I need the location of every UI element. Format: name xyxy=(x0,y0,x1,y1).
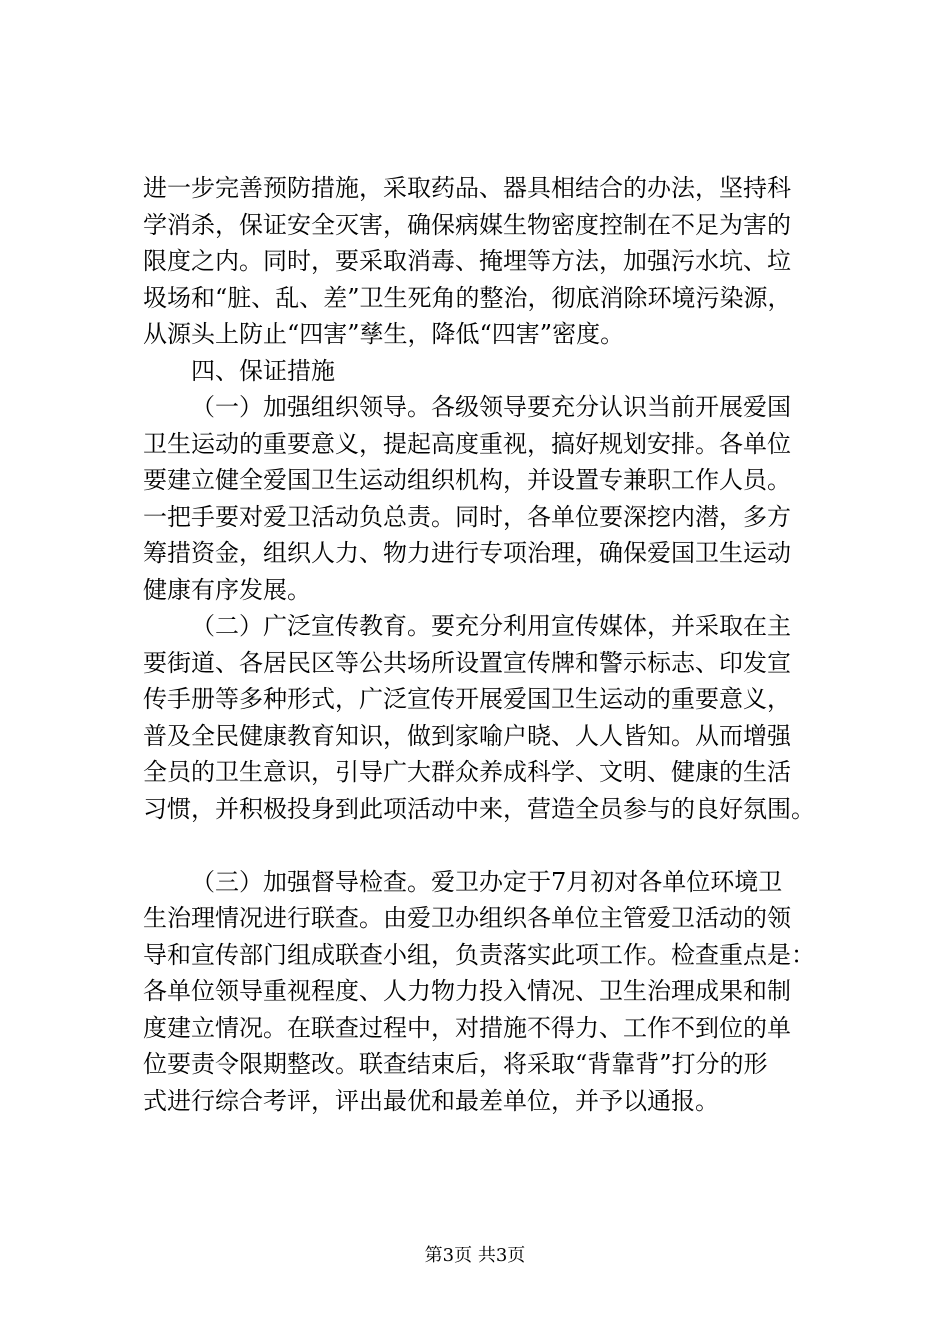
paragraph-line: 习惯，并积极投身到此项活动中来，营造全员参与的良好氛围。 xyxy=(143,794,815,823)
paragraph-line: 要建立健全爱国卫生运动组织机构，并设置专兼职工作人员。 xyxy=(143,466,791,494)
paragraph-line: 进一步完善预防措施，采取药品、器具相结合的办法，坚持科 xyxy=(143,174,791,202)
paragraph-line: 位要责令限期整改。联查结束后，将采取“背靠背”打分的形 xyxy=(143,1050,768,1078)
paragraph-line: 健康有序发展。 xyxy=(143,575,311,604)
page-number-label: 第3页 共3页 xyxy=(424,1245,526,1266)
paragraph-line: 生治理情况进行联查。由爱卫办组织各单位主管爱卫活动的领 xyxy=(143,904,791,932)
paragraph-line: 传手册等多种形式，广泛宣传开展爱国卫生运动的重要意义， xyxy=(143,685,791,713)
paragraph-line: 限度之内。同时，要采取消毒、掩埋等方法，加强污水坑、垃 xyxy=(143,247,791,275)
paragraph-line: 从源头上防止“四害”孳生，降低“四害”密度。 xyxy=(143,320,625,348)
paragraph-line: 导和宣传部门组成联查小组，负责落实此项工作。检查重点是： xyxy=(143,940,815,969)
section-heading: 四、保证措施 xyxy=(191,356,335,385)
paragraph-line: 学消杀，保证安全灭害，确保病媒生物密度控制在不足为害的 xyxy=(143,210,791,239)
paragraph-line: 各单位领导重视程度、人力物力投入情况、卫生治理成果和制 xyxy=(143,977,791,1005)
paragraph-line: 圾场和“脏、乱、差”卫生死角的整治，彻底消除环境污染源， xyxy=(143,283,792,312)
paragraph-line: 全员的卫生意识，引导广大群众养成科学、文明、健康的生活 xyxy=(143,758,791,786)
paragraph-line: 普及全民健康教育知识，做到家喻户晓、人人皆知。从而增强 xyxy=(143,721,791,750)
paragraph-line: 要街道、各居民区等公共场所设置宣传牌和警示标志、印发宣 xyxy=(143,648,791,677)
paragraph-line: （二）广泛宣传教育。要充分利用宣传媒体，并采取在主 xyxy=(191,612,791,640)
page-footer xyxy=(0,1244,950,1268)
document-body xyxy=(143,170,823,1119)
paragraph-line: 卫生运动的重要意义，提起高度重视，搞好规划安排。各单位 xyxy=(143,429,791,458)
paragraph-line: 式进行综合考评，评出最优和最差单位，并予以通报。 xyxy=(143,1086,719,1115)
paragraph-line: 度建立情况。在联查过程中，对措施不得力、工作不到位的单 xyxy=(143,1013,791,1042)
paragraph-line: 一把手要对爱卫活动负总责。同时，各单位要深挖内潜，多方 xyxy=(143,502,791,531)
paragraph-line: 筹措资金，组织人力、物力进行专项治理，确保爱国卫生运动 xyxy=(143,539,791,567)
paragraph-line: （三）加强督导检查。爱卫办定于7月初对各单位环境卫 xyxy=(191,867,783,896)
blank-line xyxy=(143,827,823,864)
paragraph-line: （一）加强组织领导。各级领导要充分认识当前开展爱国 xyxy=(191,393,791,421)
